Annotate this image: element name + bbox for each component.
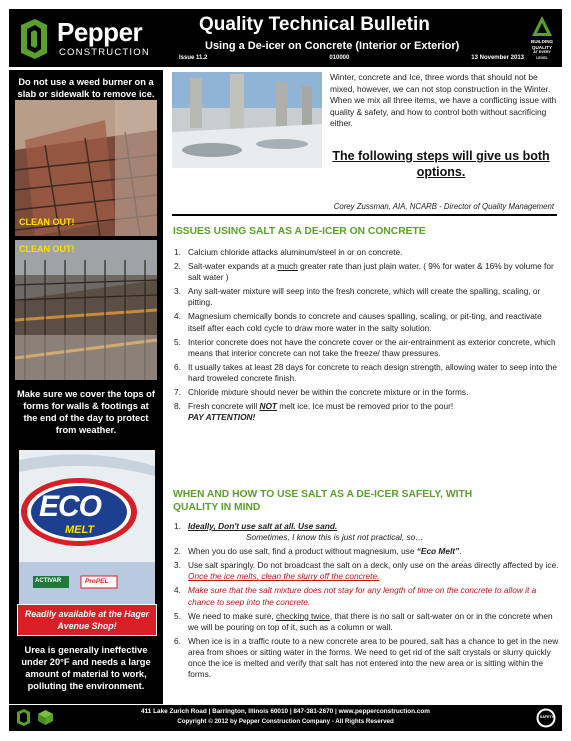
pepper-logo-mark-icon: [17, 19, 51, 59]
eco-brand-2: ProPEL: [85, 578, 109, 585]
eco-melt-word-2: MELT: [65, 524, 95, 536]
issue-number: Issue 11.2: [179, 55, 208, 61]
list-item: 5. Interior concrete does not have the concrete cover or the air-entrainment as exterior concrete, which means that interior concrete can not take the freeze/ thaw pressures.: [174, 336, 556, 358]
list-item: 1. Calcium chloride attacks aluminum/steel in or on concrete.: [174, 247, 403, 257]
list-item: 3. Any salt-water mixture will seep into the fresh concrete, which will create the spalling, scaling, or pitting.: [174, 286, 541, 308]
shop-availability-callout: Readily available at the Hager Avenue Shop!: [17, 604, 157, 636]
bulletin-header: [9, 9, 562, 67]
hero-photo-site: [172, 72, 322, 168]
section-heading-how-to: WHEN AND HOW TO USE SALT AS A DE-ICER SAFELY, WITH QUALITY IN MIND: [173, 489, 473, 513]
footer-address: 411 Lake Zurich Road | Barrington, Illinois 60010 | 847-381-2670 | www.pepperconstruction.com: [141, 708, 430, 715]
tip-urea: Urea is generally ineffective under 20°F and needs a large amount of material to work, polluting the environment.: [21, 645, 151, 691]
list-item: 5. We need to make sure, checking twice, that there is no salt or salt-water on or in the concrete when we will be pouring on top of it, such as a column or wall.: [174, 610, 553, 632]
issues-list: [174, 247, 559, 426]
intro-paragraph: Winter, concrete and Ice, three words that should not be mixed, however, we can not stop construction in the Winter. When we mix all three items, we have a conflicting issue with quality & safety, and how to control both without sacrificing either.: [330, 72, 557, 128]
bulletin-title: Quality Technical Bulletin: [199, 14, 430, 35]
building-quality-icon: [531, 15, 553, 37]
bulletin-meta: [179, 55, 524, 61]
steps-callout: The following steps will give us both options.: [332, 149, 550, 179]
list-item: 7. Chloride mixture should never be within the concrete mixture or in the forms.: [174, 387, 469, 398]
section-divider: [172, 214, 557, 216]
bulletin-footer: [9, 705, 562, 731]
list-item: 4. Make sure that the salt mixture does not stay for any length of time on the concrete to allow it a chance to seep into the concrete.: [174, 585, 537, 607]
photo-rebar-slab: [15, 100, 157, 236]
tip-cover-forms: Make sure we cover the tops of forms for walls & footings at the end of the day to protect from weather.: [17, 389, 155, 435]
list-item: 3. Use salt sparingly. Do not broadcast the salt on a deck, only use on the areas directly affected by ice. Once the ice melts, clean the slurry off the concrete.: [174, 560, 559, 582]
clean-out-label-2: CLEAN OUT!: [19, 244, 75, 254]
pepper-logo: [17, 17, 167, 61]
eco-melt-product: [19, 450, 155, 610]
footer-copyright: Copyright © 2012 by Pepper Construction Company - All Rights Reserved: [177, 718, 394, 725]
winter-site-image: [172, 72, 322, 168]
spec-code: 010000: [329, 55, 350, 61]
author-credit: Corey Zussman, AIA, NCARB - Director of Quality Management: [333, 202, 554, 211]
safety-badge-label: SAFETY: [539, 715, 554, 719]
how-to-list: [174, 521, 559, 683]
list-item: 6. When ice is in a traffic route to a new concrete area to be poured, salt has a chance to get in the new area from shoes or sitting water in the forms. We need to get rid of the salt crystals or slurry quickly once the ice is melted and verify that salt has not entered into the new area or is sitting within the forms.: [174, 635, 559, 680]
tip-weed-burner: Do not use a weed burner on a slab or sidewalk to remove ice.: [17, 77, 155, 99]
eco-melt-word-1: ECO: [39, 490, 102, 523]
building-quality-badge: [528, 15, 556, 61]
list-item: 2. When you do use salt, find a product without magnesium, use “Eco Melt”.: [174, 546, 462, 557]
section-heading-issues: ISSUES USING SALT AS A DE-ICER ON CONCRETE: [173, 226, 426, 237]
list-item: 8. Fresh concrete will NOT melt ice. Ice must be removed prior to the pour! PAY ATTENTION!: [174, 401, 454, 423]
logo-subtitle: CONSTRUCTION: [59, 47, 150, 58]
logo-name: Pepper: [57, 17, 143, 47]
photo-rebar-forms: [15, 240, 157, 380]
bulletin-subtitle: Using a De-icer on Concrete (Interior or Exterior): [205, 40, 460, 52]
rebar-slab-image: [15, 100, 157, 236]
eco-brand-1: ACTIVAR: [35, 578, 62, 584]
rebar-forms-image: [15, 240, 157, 380]
list-item: 4. Magnesium chemically bonds to concrete and causes spalling, scaling, or pit-ting, and reactivate itself after each cold cycle to draw more water in the salty solution.: [174, 311, 542, 333]
badge-text: BUILDING QUALITY AT EVERY LEVEL: [530, 39, 554, 60]
sidebar: [9, 70, 163, 704]
list-item: 1. Ideally, Don't use salt at all. Use sand. Sometimes, I know this is just not practical, so…: [174, 521, 424, 543]
issue-date: 13 November 2013: [471, 55, 524, 61]
clean-out-label-1: CLEAN OUT!: [19, 217, 75, 227]
list-item: 2. Salt-water expands at a much greater rate than just plain water. ( 9% for water & 16% by volume for salt water ): [174, 261, 554, 283]
list-item: 6. It usually takes at least 28 days for concrete to reach design strength, allowing water to seep into the hard troweled concrete finish.: [174, 361, 557, 384]
